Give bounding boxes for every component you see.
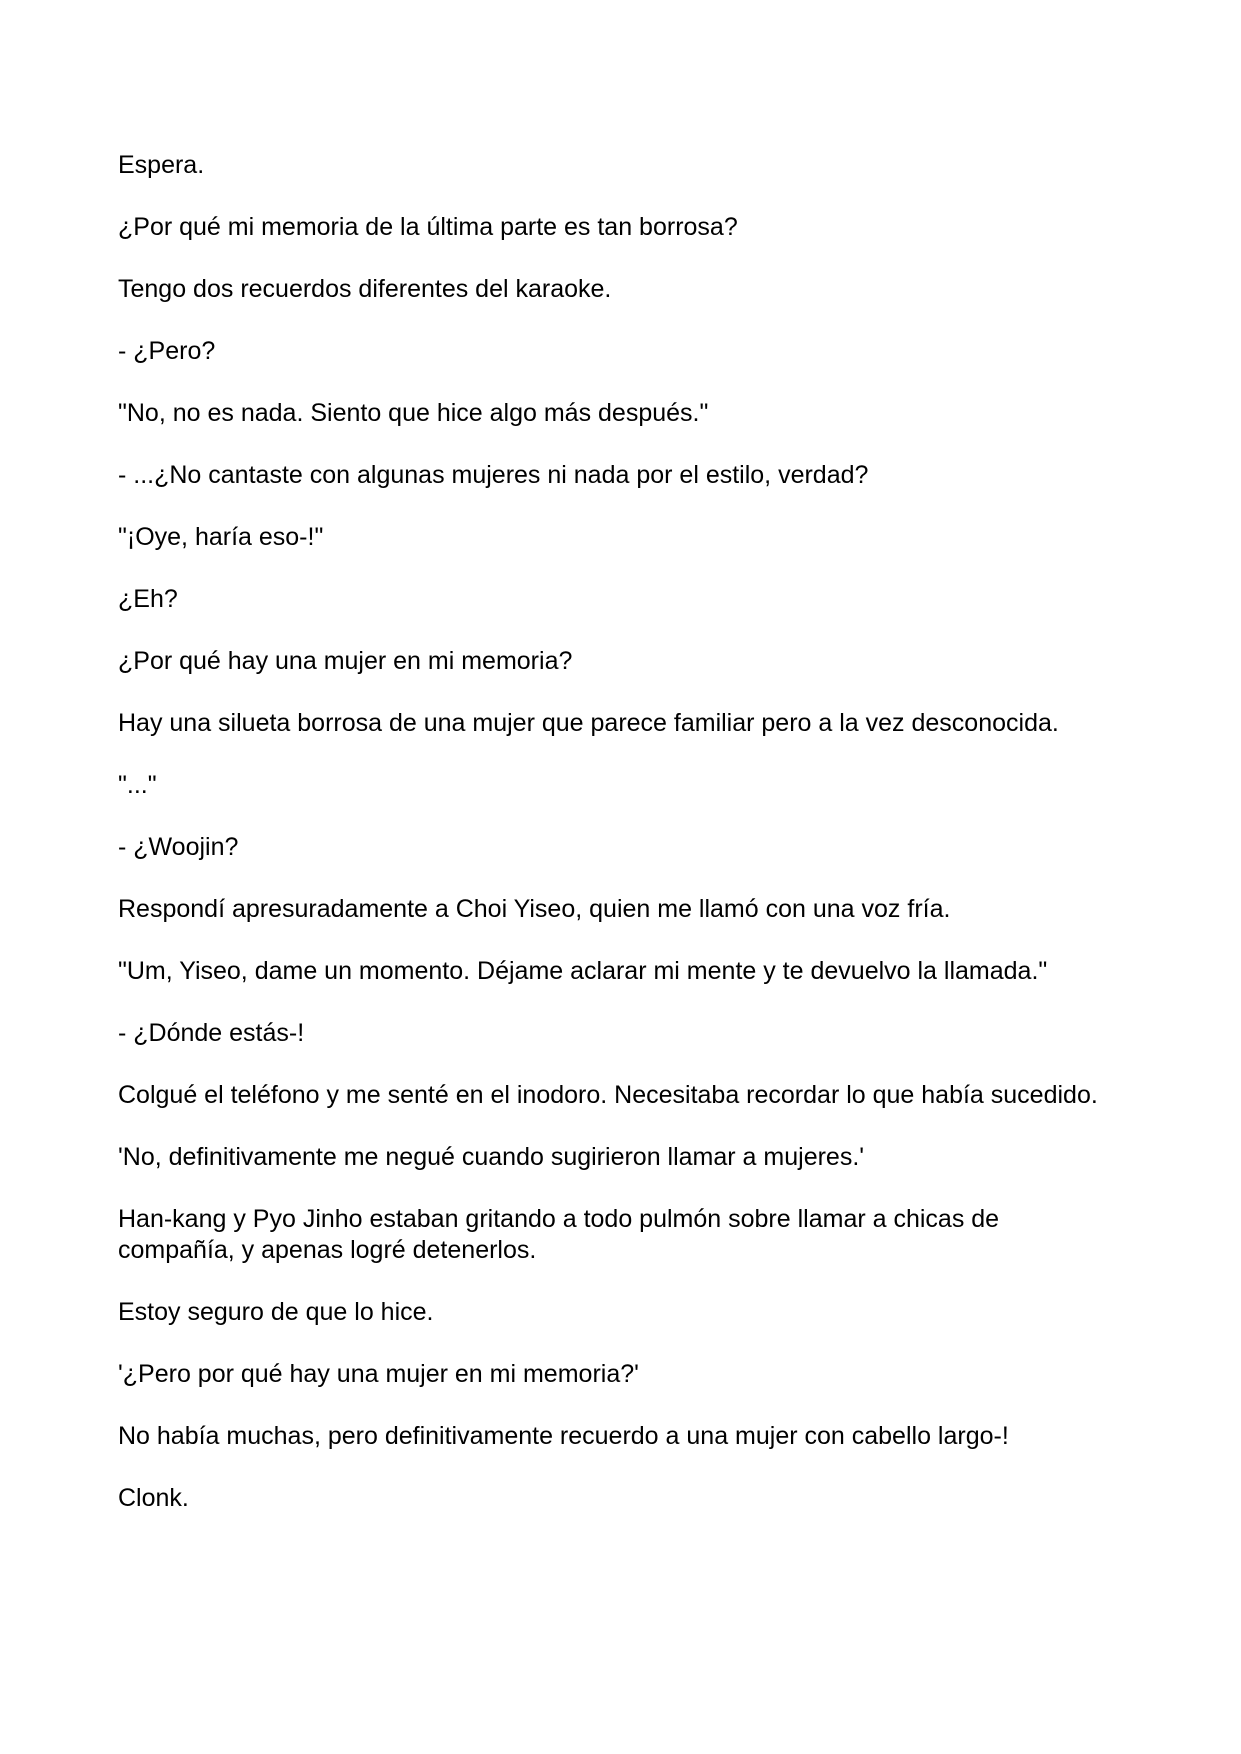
paragraph: Tengo dos recuerdos diferentes del karaoke. (118, 275, 612, 303)
paragraph: Clonk. (118, 1484, 189, 1512)
paragraph: Colgué el teléfono y me senté en el inodoro. Necesitaba recordar lo que había sucedido. (118, 1081, 1098, 1109)
paragraph: "¡Oye, haría eso-!" (118, 523, 324, 551)
paragraph: No había muchas, pero definitivamente recuerdo a una mujer con cabello largo-! (118, 1422, 1009, 1450)
paragraph: "No, no es nada. Siento que hice algo más después." (118, 399, 709, 427)
paragraph: ¿Por qué mi memoria de la última parte es tan borrosa? (118, 213, 738, 241)
paragraph: Espera. (118, 151, 205, 179)
paragraph: - ¿Dónde estás-! (118, 1019, 305, 1047)
paragraph: - ...¿No cantaste con algunas mujeres ni nada por el estilo, verdad? (118, 461, 869, 489)
paragraph: Han-kang y Pyo Jinho estaban gritando a todo pulmón sobre llamar a chicas de compañía, y apenas logré detenerlos. (118, 1205, 1000, 1264)
paragraph: ¿Eh? (118, 585, 178, 613)
paragraph: Hay una silueta borrosa de una mujer que parece familiar pero a la vez desconocida. (118, 709, 1059, 737)
paragraph: - ¿Pero? (118, 337, 216, 365)
paragraph: Estoy seguro de que lo hice. (118, 1298, 434, 1326)
paragraph: "Um, Yiseo, dame un momento. Déjame aclarar mi mente y te devuelvo la llamada." (118, 957, 1048, 985)
paragraph: ¿Por qué hay una mujer en mi memoria? (118, 647, 573, 675)
paragraph: "..." (118, 771, 157, 799)
paragraph: Respondí apresuradamente a Choi Yiseo, quien me llamó con una voz fría. (118, 895, 951, 923)
paragraph: '¿Pero por qué hay una mujer en mi memoria?' (118, 1360, 639, 1388)
paragraph: - ¿Woojin? (118, 833, 239, 861)
paragraph: 'No, definitivamente me negué cuando sugirieron llamar a mujeres.' (118, 1143, 865, 1171)
document-body (118, 150, 1108, 1545)
